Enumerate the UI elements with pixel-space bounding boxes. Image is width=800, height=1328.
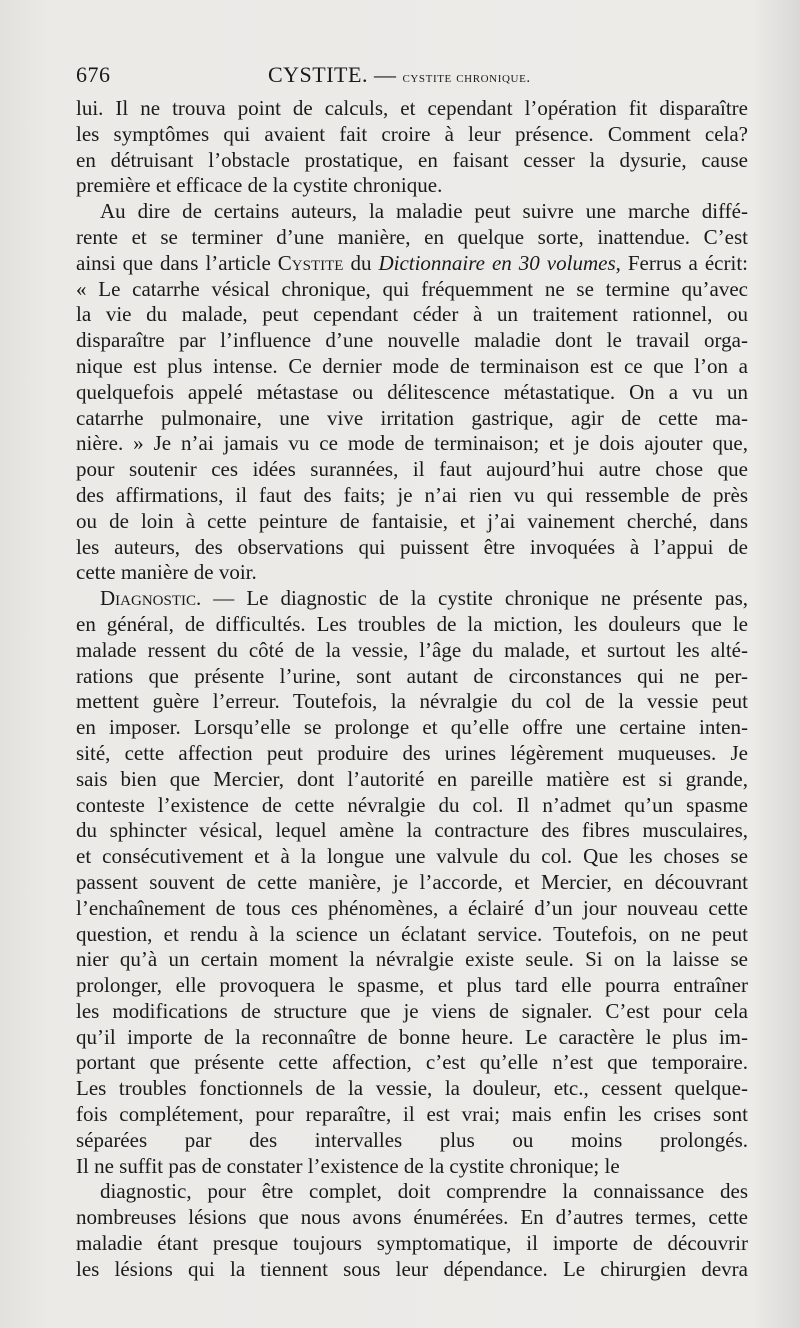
text-line: en imposer. Lorsqu’elle se prolonge et qu’elle offre une certaine inten-	[76, 715, 748, 740]
text-line: l’enchaînement de tous ces phénomènes, a éclairé d’un jour nouveau cette	[76, 895, 748, 920]
text-line: Il ne suffit pas de constater l’existence de la cystite chronique; le	[76, 1153, 620, 1178]
page-number: 676	[76, 62, 111, 87]
text-run: , Ferrus a écrit:	[615, 250, 748, 275]
text-run: — Le diagnostic de la cystite chronique ne présente pas,	[201, 586, 748, 611]
text-line: séparées par des intervalles plus ou moins prolongés.	[76, 1127, 748, 1152]
text-line: fois complétement, pour reparaître, il est vrai; mais enfin les crises sont	[76, 1102, 748, 1127]
text-line: mettent guère l’erreur. Toutefois, la névralgie du col de la vessie peut	[76, 689, 748, 714]
text-line	[76, 586, 748, 612]
text-line	[76, 251, 748, 277]
text-line: cette manière de voir.	[76, 560, 257, 585]
text-line: les modifications de structure que je viens de signaler. C’est pour cela	[76, 998, 748, 1023]
text-line: malade ressent du côté de la vessie, l’âge du malade, et surtout les alté-	[76, 637, 748, 662]
text-line: portant que présente cette affection, c’est qu’elle n’est que temporaire.	[76, 1050, 748, 1075]
text-line: nière. » Je n’ai jamais vu ce mode de terminaison; et je dois ajouter que,	[76, 431, 748, 456]
text-line: rations que présente l’urine, sont autant de circonstances qui ne per-	[76, 663, 748, 688]
text-line: les symptômes qui avaient fait croire à leur présence. Comment cela?	[76, 121, 748, 146]
text-line: prolonger, elle provoquera le spasme, et plus tard elle pourra entraîner	[76, 973, 748, 998]
text-line: Au dire de certains auteurs, la maladie peut suivre une marche diffé-	[100, 199, 748, 224]
text-line: nier qu’à un certain moment la névralgie existe seule. Si on la laisse se	[76, 947, 748, 972]
text-line: diagnostic, pour être complet, doit comprendre la connaissance des	[100, 1179, 748, 1204]
text-line: lui. Il ne trouva point de calculs, et cependant l’opération fit disparaître	[76, 96, 748, 120]
running-title	[268, 62, 531, 88]
text-line: Les troubles fonctionnels de la vessie, la douleur, etc., cessent quelque-	[76, 1076, 748, 1101]
text-line: rente et se terminer d’une manière, en quelque sorte, inattendue. C’est	[76, 224, 748, 249]
text-line: pour soutenir ces idées surannées, il faut aujourd’hui autre chose que	[76, 457, 748, 482]
text-line: nombreuses lésions que nous avons énumérées. En d’autres termes, cette	[76, 1205, 748, 1230]
small-caps-term: Diagnostic.	[100, 586, 202, 611]
text-line: nique est plus intense. Ce dernier mode de terminaison est ce que l’on a	[76, 353, 748, 378]
text-line: en détruisant l’obstacle prostatique, en faisant cesser la dysurie, cause	[76, 147, 748, 172]
italic-title: Dictionnaire en 30 volumes	[378, 250, 616, 275]
text-line: sité, cette affection peut produire des urines légèrement muqueuses. Je	[76, 740, 748, 765]
text-line: la vie du malade, peut cependant céder à un traitement rationnel, ou	[76, 302, 748, 327]
text-line: les auteurs, des observations qui puissent être invoquées à l’appui de	[76, 534, 748, 559]
title-separator: —	[373, 62, 397, 87]
text-line: des affirmations, il faut des faits; je n’ai rien vu qui ressemble de près	[76, 482, 748, 507]
text-line: quelquefois appelé métastase ou délitescence métastatique. On a vu un	[76, 379, 748, 404]
text-line: première et efficace de la cystite chronique.	[76, 173, 443, 198]
text-line: en général, de difficultés. Les troubles de la miction, les douleurs que le	[76, 611, 748, 636]
text-line: question, et rendu à la science un éclatant service. Toutefois, on ne peut	[76, 921, 748, 946]
section-subtitle: cystite chronique.	[402, 70, 531, 86]
text-line: ou de loin à cette peinture de fantaisie, et j’ai vainement cherché, dans	[76, 508, 748, 533]
chapter-title: CYSTITE.	[268, 62, 368, 87]
text-line: « Le catarrhe vésical chronique, qui fréquemment ne se termine qu’avec	[76, 276, 748, 301]
text-line: sais bien que Mercier, dont l’autorité en pareille matière est si grande,	[76, 766, 748, 791]
text-line: maladie étant presque toujours symptomatique, il importe de découvrir	[76, 1231, 748, 1256]
text-line: passent souvent de cette manière, je l’accorde, et Mercier, en découvrant	[76, 869, 748, 894]
text-line: du sphincter vésical, lequel amène la contracture des fibres musculaires,	[76, 818, 748, 843]
small-caps-term: Cystite	[277, 250, 344, 275]
text-run: ainsi que dans l’article	[76, 250, 278, 275]
text-line: catarrhe pulmonaire, une vive irritation gastrique, agir de cette ma-	[76, 405, 748, 430]
text-line: disparaître par l’influence d’une nouvelle maladie dont le travail orga-	[76, 328, 748, 353]
text-line: conteste l’existence de cette névralgie du col. Il n’admet qu’un spasme	[76, 792, 748, 817]
text-run: du	[343, 250, 379, 275]
text-line: les lésions qui la tiennent sous leur dépendance. Le chirurgien devra	[76, 1256, 748, 1281]
body-text	[76, 96, 748, 1283]
running-header	[76, 62, 748, 92]
text-line: et consécutivement et à la longue une valvule du col. Que les choses se	[76, 844, 748, 869]
text-line: qu’il importe de la reconnaître de bonne heure. Le caractère le plus im-	[76, 1024, 748, 1049]
